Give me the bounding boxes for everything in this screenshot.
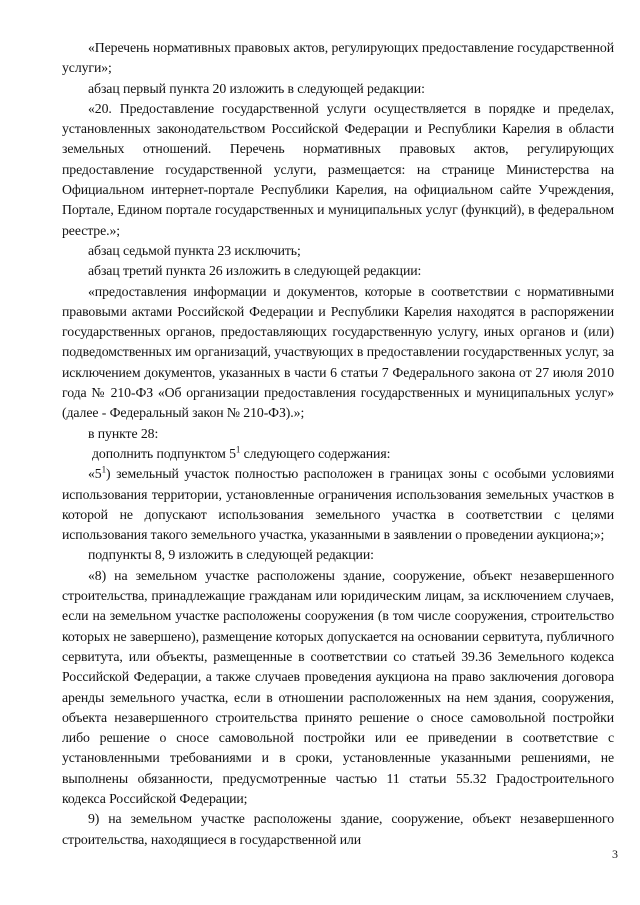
paragraph: «20. Предоставление государственной услуги осуществляется в порядке и пределах, установленных законодательством Российской Федерации и Республики Карелия в области земельных отношений. Перечень нормативных правовых актов, регулирующих предоставление государственной услуги, размещается: на странице Министерства на Официальном интернет-портале Республики Карелия, на официальном сайте Учреждения, Портале, Едином портале государственных и муниципальных услуг (функций), в федеральном реестре.»;	[62, 100, 614, 238]
paragraph: «8) на земельном участке расположены здание, сооружение, объект незавершенного строительства, принадлежащие гражданам или юридическим лицам, за исключением случаев, если на земельном участке расположены сооружения (в том числе сооружения, строительство которых не завершено), размещение которых допускается на основании сервитута, публичного сервитута, или объекты, размещенные в соответствии со статьей 39.36 Земельного кодекса Российской Федерации, а также случаев проведения аукциона на право заключения договора аренды земельного участка, если в отношении расположенных на нем здания, сооружения, объекта незавершенного строительства принято решение о сносе самовольной постройки либо решение о сносе самовольной постройки или ее приведении в соответствие с установленными требованиями и в сроки, установленные указанными решениями, не выполнены обязанности, предусмотренные частью 11 статьи 55.32 Градостроительного кодекса Российской Федерации;	[62, 567, 614, 806]
page-number: 3	[612, 847, 618, 861]
paragraph: абзац первый пункта 20 изложить в следующей редакции:	[88, 80, 425, 96]
text-fragment: дополнить подпунктом 5	[92, 445, 236, 461]
paragraph: «предоставления информации и документов, которые в соответствии с нормативными правовыми актами Российской Федерации и Республики Карелия находятся в распоряжении государственных органов, предоставляющих государственную услугу, иных органов и (или) подведомственных им организаций, участвующих в предоставлении государственных услуг, за исключением документов, указанных в части 6 статьи 7 Федерального закона от 27 июля 2010 года № 210-ФЗ «Об организации предоставления государственных и муниципальных услуг» (далее - Федеральный закон № 210-ФЗ).»;	[62, 283, 614, 421]
paragraph-subitem-5-1	[62, 464, 614, 545]
paragraph-add-subitem	[62, 444, 614, 464]
paragraph: абзац седьмой пункта 23 исключить;	[88, 242, 301, 258]
text-fragment: ) земельный участок полностью расположен в границах зоны с особыми условиями использования территории, установленные ограничения использования земельных участков в которой не допускают использования земельного участка в соответствии с целями использования такого земельного участка, указанными в заявлении о проведении аукциона;»;	[62, 466, 614, 543]
paragraph: в пункте 28:	[88, 425, 159, 441]
superscript: 1	[101, 464, 107, 475]
text-fragment: «5	[88, 466, 102, 482]
superscript: 1	[235, 444, 241, 455]
paragraph: подпункты 8, 9 изложить в следующей редакции:	[88, 547, 374, 563]
paragraph: «Перечень нормативных правовых актов, регулирующих предоставление государственной услуги»;	[62, 40, 614, 76]
paragraph: 9) на земельном участке расположены здание, сооружение, объект незавершенного строительства, находящиеся в государственной или	[62, 811, 614, 847]
text-fragment: следующего содержания:	[240, 445, 391, 461]
document-page	[62, 38, 614, 850]
paragraph: абзац третий пункта 26 изложить в следующей редакции:	[88, 263, 422, 279]
